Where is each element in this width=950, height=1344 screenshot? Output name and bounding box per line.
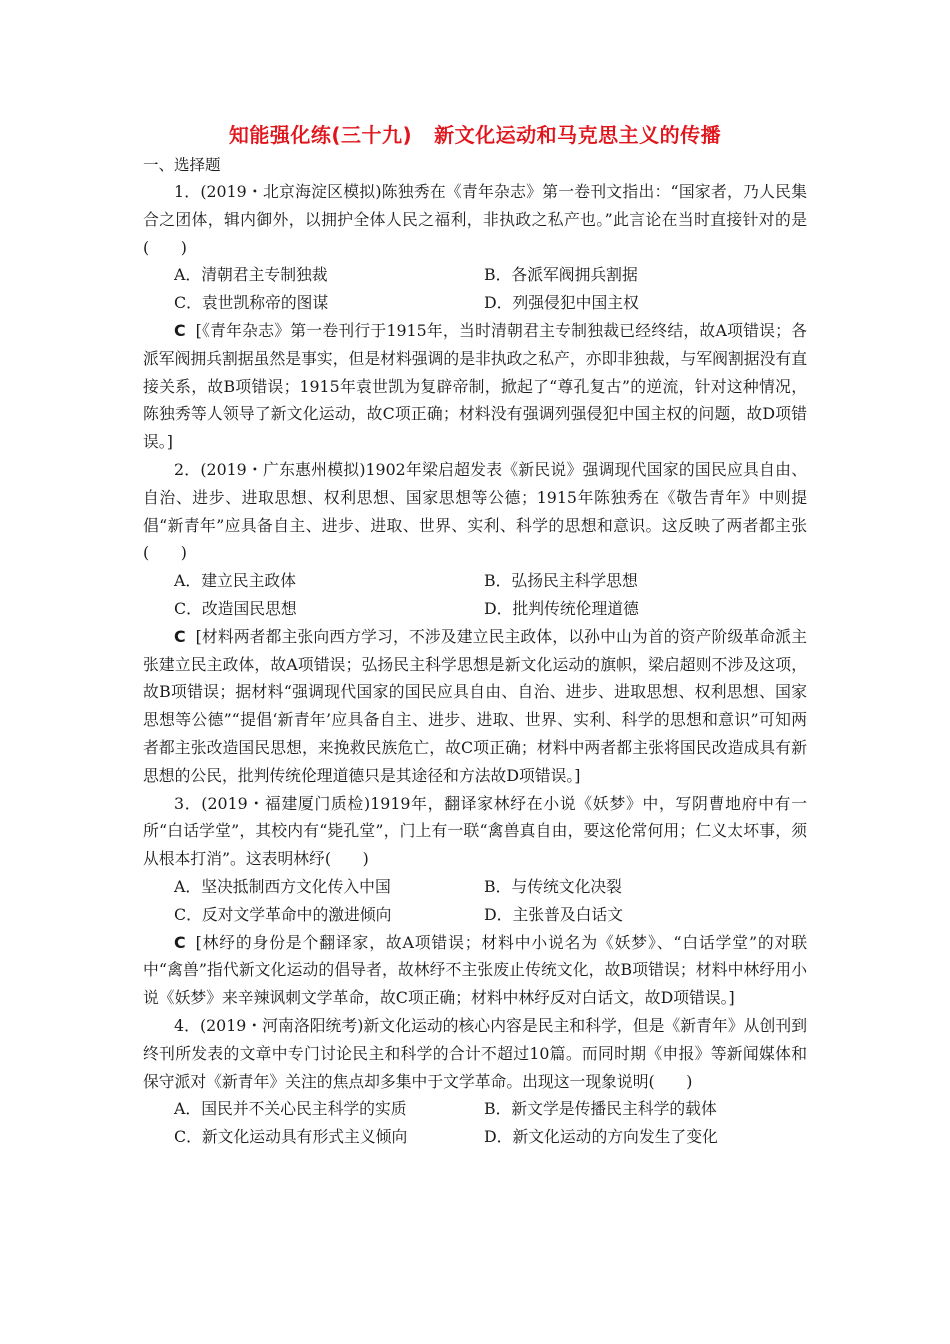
answer-letter: C — [174, 932, 186, 952]
option-list — [143, 1095, 807, 1151]
answer-explanation — [143, 623, 807, 790]
option-list — [143, 873, 807, 929]
answer-explanation — [143, 929, 807, 1012]
question-stem: 4．(2019・河南洛阳统考)新文化运动的核心内容是民主和科学，但是《新青年》从创刊到终刊所发表的文章中专门讨论民主和科学的合计不超过10篇。而同时期《申报》等新闻媒体和保守派对《新青年》关注的焦点却多集中于文学革命。出现这一现象说明( ) — [143, 1015, 807, 1091]
document-page — [143, 118, 807, 1151]
question-stem: 1．(2019・北京海淀区模拟)陈独秀在《青年杂志》第一卷刊文指出：“国家者，乃人民集合之团体，辑内御外，以拥护全体人民之福利，非执政之私产也。”此言论在当时直接针对的是( ) — [143, 182, 807, 257]
option-a: A．清朝君主专制独裁 — [174, 265, 328, 285]
option-a: A．建立民主政体 — [174, 571, 296, 591]
option-c: C．改造国民思想 — [174, 598, 297, 618]
option-c: C．反对文学革命中的激进倾向 — [174, 904, 392, 924]
question-stem: 2．(2019・广东惠州模拟)1902年梁启超发表《新民说》强调现代国家的国民应具自由、自治、进步、进取思想、权利思想、国家思想等公德；1915年陈独秀在《敬告青年》中则提倡“新青年”应具备自主、进步、进取、世界、实利、科学的思想和意识。这反映了两者都主张( ) — [143, 459, 807, 563]
answer-letter: C — [174, 320, 186, 340]
option-d: D．主张普及白话文 — [484, 904, 624, 924]
option-b: B．各派军阀拥兵割据 — [484, 265, 638, 285]
option-b: B．新文学是传播民主科学的载体 — [484, 1099, 717, 1119]
section-label: 一、选择题 — [143, 156, 221, 174]
title-sub: 新文化运动和马克思主义的传播 — [434, 123, 722, 147]
option-c: C．新文化运动具有形式主义倾向 — [174, 1127, 408, 1147]
option-a: A．坚决抵制西方文化传入中国 — [174, 876, 391, 896]
page-title — [143, 118, 807, 152]
title-main: 知能强化练(三十九) — [228, 123, 413, 147]
explanation-text: [材料两者都主张向西方学习，不涉及建立民主政体，以孙中山为首的资产阶级革命派主张建立民主政体，故A项错误；弘扬民主科学思想是新文化运动的旗帜，梁启超则不涉及这项，故B项错误；据材料“强调现代国家的国民应具自由、自治、进步、进取思想、权利思想、国家思想等公德”“提倡‘新青年’应具备自主、进步、进取、世界、实利、科学的思想和意识”可知两者都主张改造国民思想，来挽救民族危亡，故C项正确；材料中两者都主张将国民改造成具有新思想的公民，批判传统伦理道德只是其途径和方法故D项错误。] — [143, 626, 807, 785]
option-list — [143, 261, 807, 317]
explanation-text: [林纾的身份是个翻译家，故A项错误；材料中小说名为《妖梦》、“白话学堂”的对联中“禽兽”指代新文化运动的倡导者，故林纾不主张废止传统文化，故B项错误；材料中林纾用小说《妖梦》来辛辣讽刺文学革命，故C项正确；材料中林纾反对白话文，故D项错误。] — [143, 932, 807, 1008]
question-4 — [143, 1012, 807, 1151]
question-stem: 3．(2019・福建厦门质检)1919年，翻译家林纾在小说《妖梦》中，写阴曹地府中有一所“白话学堂”，其校内有“毙孔堂”，门上有一联“禽兽真自由，要这伦常何用；仁义太坏事，须从根本打消”。这表明林纾( ) — [143, 793, 807, 869]
option-c: C．袁世凯称帝的图谋 — [174, 293, 329, 313]
answer-explanation — [143, 317, 807, 456]
option-b: B．与传统文化决裂 — [484, 876, 622, 896]
option-list — [143, 567, 807, 623]
question-2 — [143, 456, 807, 790]
explanation-text: [《青年杂志》第一卷刊行于1915年，当时清朝君主专制独裁已经终结，故A项错误；各派军阀拥兵割据虽然是事实，但是材料强调的是非执政之私产，亦即非独裁，与军阀割据没有直接关系，故B项错误；1915年袁世凯为复辟帝制，掀起了“尊孔复古”的逆流，针对这种情况，陈独秀等人领导了新文化运动，故C项正确；材料没有强调列强侵犯中国主权的问题，故D项错误。] — [143, 320, 807, 452]
question-3 — [143, 790, 807, 1012]
option-d: D．新文化运动的方向发生了变化 — [484, 1127, 718, 1147]
option-d: D．批判传统伦理道德 — [484, 598, 639, 618]
option-a: A．国民并不关心民主科学的实质 — [174, 1099, 407, 1119]
question-1 — [143, 178, 807, 456]
option-d: D．列强侵犯中国主权 — [484, 293, 639, 313]
answer-letter: C — [174, 626, 186, 646]
option-b: B．弘扬民主科学思想 — [484, 571, 638, 591]
